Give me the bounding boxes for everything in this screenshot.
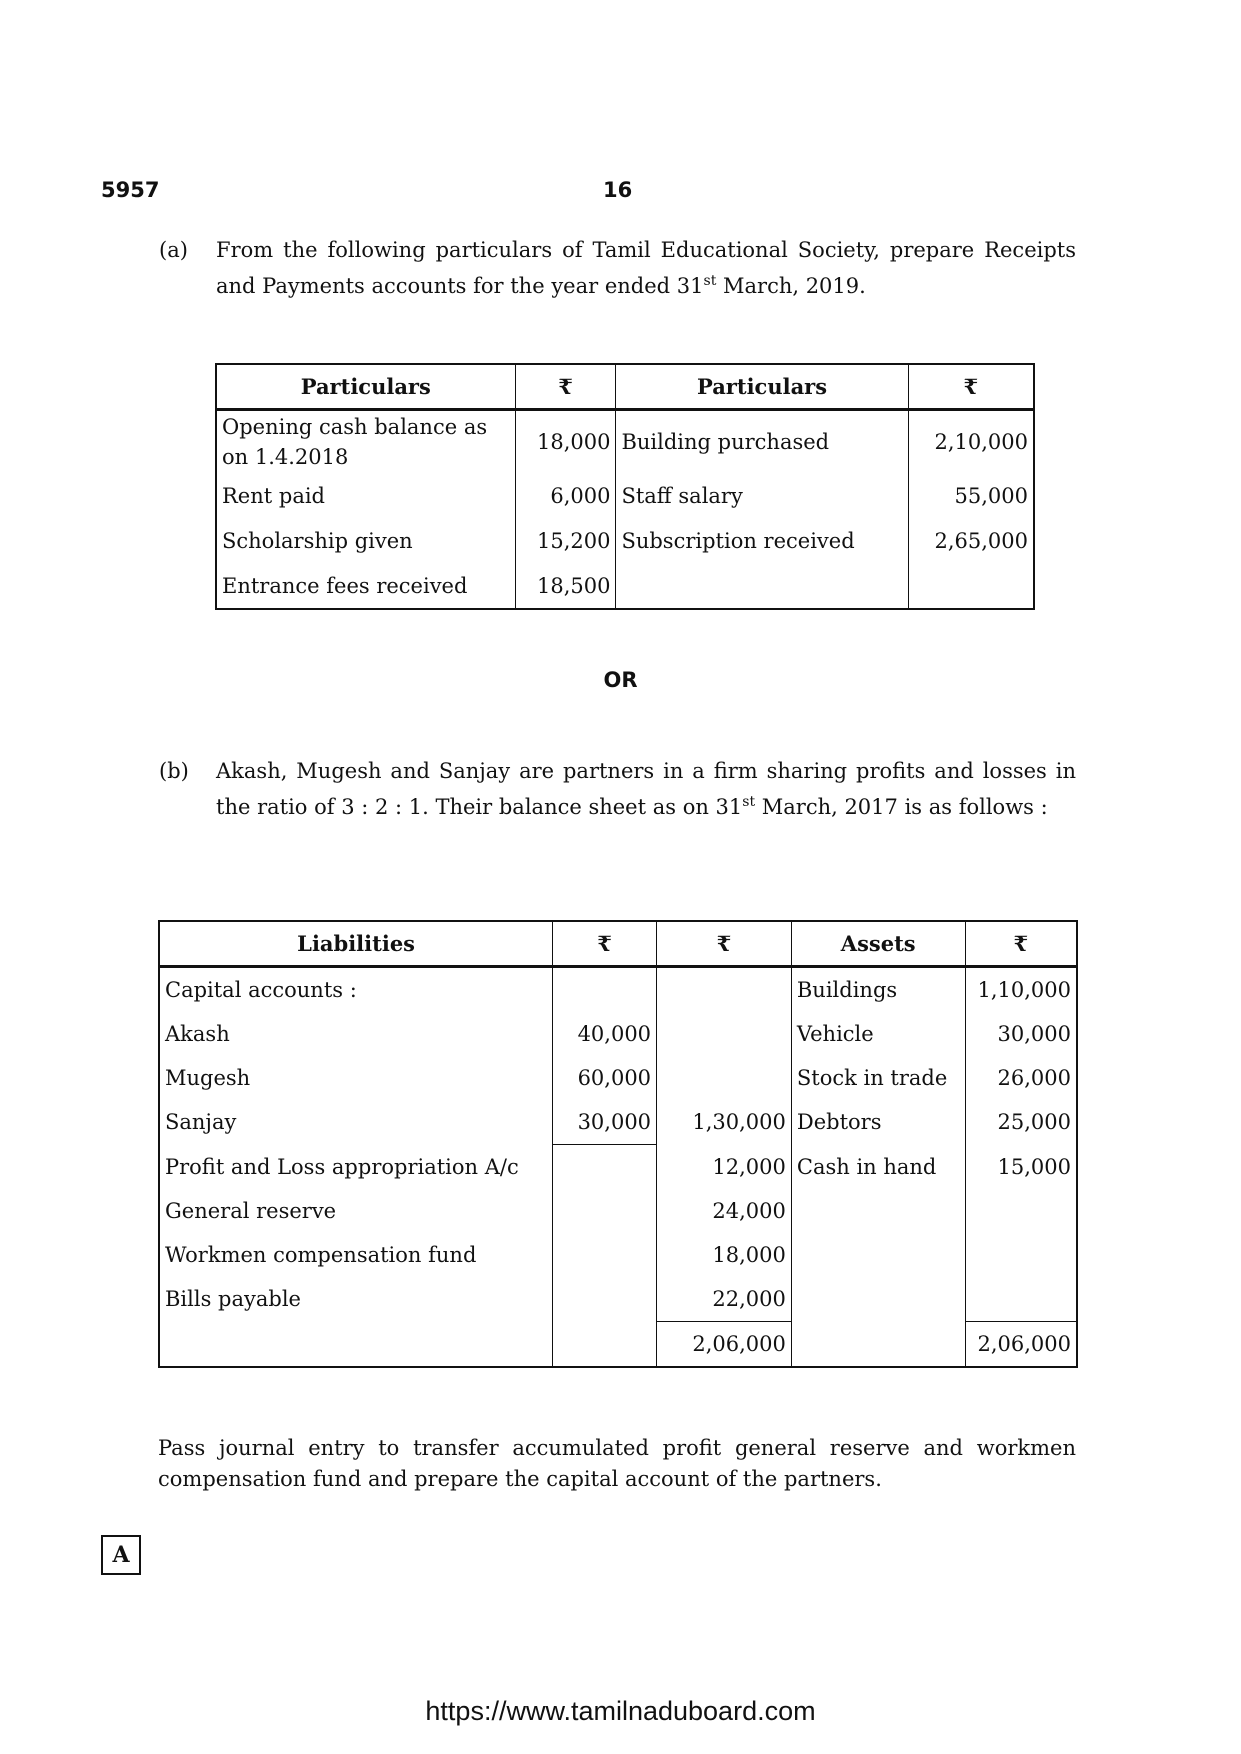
table-cell	[553, 967, 657, 1013]
balance-sheet-table	[158, 920, 1078, 1368]
table-row	[159, 1189, 1077, 1233]
table-cell	[791, 1233, 965, 1277]
table-cell	[908, 563, 1034, 609]
table-cell: 15,200	[515, 518, 616, 563]
table-cell: Scholarship given	[216, 518, 515, 563]
table-cell: Akash	[159, 1012, 553, 1056]
table-row	[159, 1322, 1077, 1368]
table-cell: 40,000	[553, 1012, 657, 1056]
table-row	[216, 473, 1034, 518]
table-cell: 30,000	[553, 1100, 657, 1145]
table-row	[216, 410, 1034, 474]
table-cell	[965, 1189, 1077, 1233]
column-header: ₹	[657, 921, 792, 967]
table-cell: Capital accounts :	[159, 967, 553, 1013]
total-assets: 2,06,000	[965, 1322, 1077, 1368]
table-cell: 6,000	[515, 473, 616, 518]
table-row	[159, 1056, 1077, 1100]
table-header-row	[216, 364, 1034, 410]
paper-code: 5957	[101, 178, 160, 202]
table-cell: 2,65,000	[908, 518, 1034, 563]
table-row	[159, 1145, 1077, 1190]
table-cell	[965, 1277, 1077, 1322]
question-a-text: (a) From the following particulars of Tamil Educational Society, prepare Receipts and Payments accounts for the year ended 31st March, 2019.	[216, 235, 1076, 302]
table-cell: Vehicle	[791, 1012, 965, 1056]
table-cell: 18,000	[657, 1233, 792, 1277]
table-cell	[159, 1322, 553, 1368]
table-cell: 2,10,000	[908, 410, 1034, 474]
table-cell	[553, 1189, 657, 1233]
table-row	[216, 563, 1034, 609]
table-cell	[616, 563, 908, 609]
table-header-row	[159, 921, 1077, 967]
table-cell: Subscription received	[616, 518, 908, 563]
table-cell: 55,000	[908, 473, 1034, 518]
footer-url[interactable]: https://www.tamilnaduboard.com	[425, 1696, 816, 1726]
booklet-letter-box: A	[101, 1535, 141, 1575]
table-cell: 22,000	[657, 1277, 792, 1322]
table-cell: Entrance fees received	[216, 563, 515, 609]
table-cell: Stock in trade	[791, 1056, 965, 1100]
table-cell: Profit and Loss appropriation A/c	[159, 1145, 553, 1190]
table-cell: 18,500	[515, 563, 616, 609]
table-row	[159, 967, 1077, 1013]
table-cell: 25,000	[965, 1100, 1077, 1145]
table-cell: 60,000	[553, 1056, 657, 1100]
column-header: Liabilities	[159, 921, 553, 967]
table-cell: Buildings	[791, 967, 965, 1013]
or-separator: OR	[603, 668, 638, 692]
table-cell: Mugesh	[159, 1056, 553, 1100]
instruction-text: Pass journal entry to transfer accumulated profit general reserve and workmen compensation fund and prepare the capital account of the partners.	[158, 1436, 1076, 1491]
table-cell: Building purchased	[616, 410, 908, 474]
table-cell: 30,000	[965, 1012, 1077, 1056]
question-b-label: (b)	[159, 759, 189, 783]
table-cell: 18,000	[515, 410, 616, 474]
table-cell	[657, 1012, 792, 1056]
column-header: ₹	[965, 921, 1077, 967]
column-header: Particulars	[616, 364, 908, 410]
table-cell: 24,000	[657, 1189, 792, 1233]
table-cell: 15,000	[965, 1145, 1077, 1190]
table-cell: General reserve	[159, 1189, 553, 1233]
table-cell: Rent paid	[216, 473, 515, 518]
question-a-label: (a)	[159, 238, 188, 262]
column-header: Particulars	[216, 364, 515, 410]
table-cell	[553, 1145, 657, 1190]
table-cell	[791, 1277, 965, 1322]
question-b-text: (b) Akash, Mugesh and Sanjay are partners in a firm sharing profits and losses in the ratio of 3 : 2 : 1. Their balance sheet as on 31st March, 2017 is as follows :	[216, 756, 1076, 823]
table-row	[159, 1233, 1077, 1277]
table-cell: Opening cash balance as on 1.4.2018	[216, 410, 515, 474]
table-cell: Bills payable	[159, 1277, 553, 1322]
table-cell	[657, 967, 792, 1013]
table-cell	[791, 1322, 965, 1368]
table-cell	[657, 1056, 792, 1100]
table-cell: Staff salary	[616, 473, 908, 518]
table-cell: Workmen compensation fund	[159, 1233, 553, 1277]
table-cell: 26,000	[965, 1056, 1077, 1100]
total-liabilities: 2,06,000	[657, 1322, 792, 1368]
table-row	[159, 1277, 1077, 1322]
table-cell: 1,30,000	[657, 1100, 792, 1145]
table-cell: 12,000	[657, 1145, 792, 1190]
table-cell	[965, 1233, 1077, 1277]
table-cell: Sanjay	[159, 1100, 553, 1145]
page-number: 16	[603, 178, 633, 202]
table-row	[159, 1100, 1077, 1145]
table-cell	[553, 1277, 657, 1322]
table-cell	[791, 1189, 965, 1233]
table-cell: Debtors	[791, 1100, 965, 1145]
column-header: ₹	[553, 921, 657, 967]
table-row	[159, 1012, 1077, 1056]
column-header: ₹	[515, 364, 616, 410]
table-cell: Cash in hand	[791, 1145, 965, 1190]
column-header: Assets	[791, 921, 965, 967]
table-cell: 1,10,000	[965, 967, 1077, 1013]
table-cell	[553, 1322, 657, 1368]
table-row	[216, 518, 1034, 563]
receipts-payments-table	[215, 363, 1035, 610]
table-cell	[553, 1233, 657, 1277]
column-header: ₹	[908, 364, 1034, 410]
